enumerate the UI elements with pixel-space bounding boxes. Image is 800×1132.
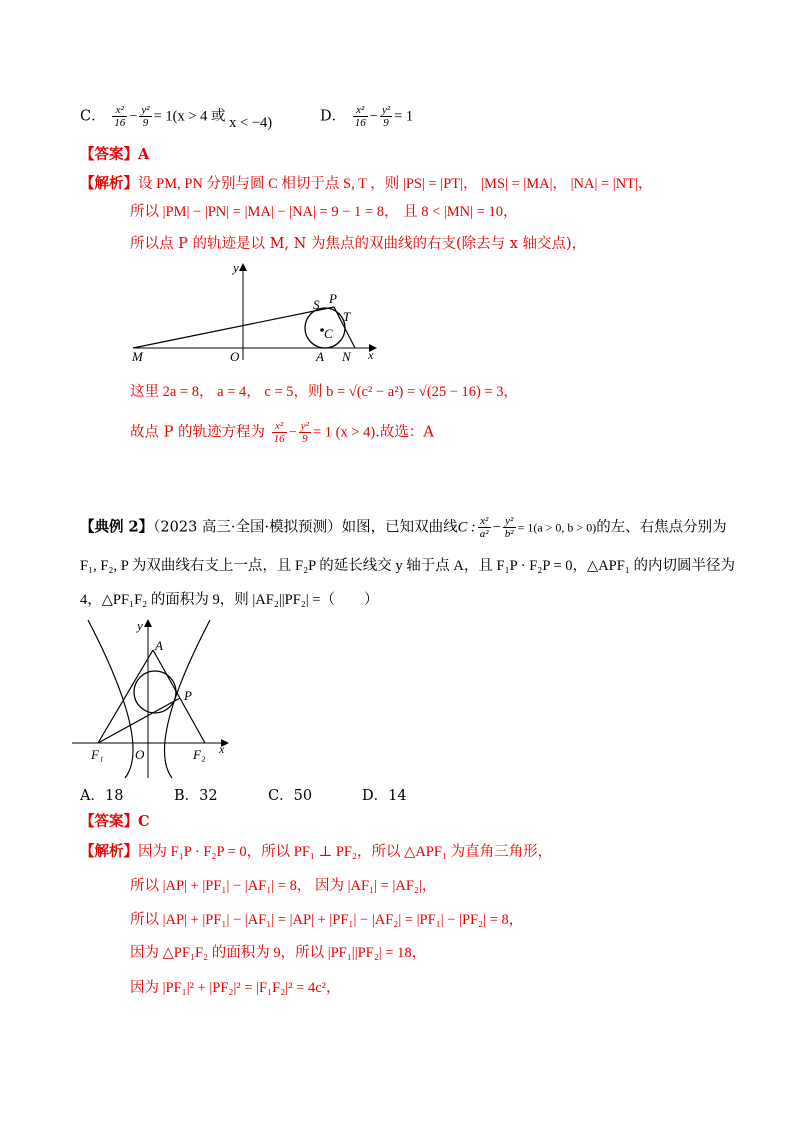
fraction: $\frac{\text{y²}}{9}$ <box>141 104 150 129</box>
fraction: $\frac{\text{y²}}{\text{b²}}$ <box>504 515 514 540</box>
label-x: x <box>219 742 225 756</box>
label-p: P <box>184 688 192 703</box>
label-m: M <box>132 349 143 364</box>
answer-2: 【答案】C <box>80 813 150 830</box>
label-x: x <box>368 348 374 362</box>
analysis-2-line3: 所以 |AP| + |PF₁| − |AF₁| = |AP| + |PF₁| − |AF₂| = |PF₁| − |PF₂| = 8， <box>130 912 524 928</box>
label-y: y <box>233 260 239 275</box>
line-pm <box>133 307 334 348</box>
incircle <box>134 671 176 713</box>
analysis-2-line2: 所以 |AP| + |PF₁| − |AF₁| = 8， 因为 |AF₁| = |AF₂|， <box>130 878 437 894</box>
fraction: $\frac{\text{y²}}{9}$ <box>300 420 309 445</box>
analysis-2-line1: 【解析】因为 F₁P · F₂P = 0，所以 PF₁ ⊥ PF₂，所以 △APF₁ 为直角三角形， <box>80 843 553 860</box>
example-2-line3: 4，△PF₁F₂ 的面积为 9，则 |AF₂||PF₂| =（ ） <box>80 592 379 608</box>
answer-1: 【答案】A <box>80 146 150 163</box>
label-f1: F₁ <box>91 747 104 762</box>
label-o: O <box>135 747 145 762</box>
label-o: O <box>230 349 240 364</box>
fraction: $\frac{\text{x²}}{16}$ <box>273 420 285 445</box>
fraction: $\frac{\text{x²}}{\text{a²}}$ <box>479 515 489 540</box>
label-p: P <box>329 291 337 306</box>
fraction: $\frac{\text{x²}}{16}$ <box>114 104 126 129</box>
label-f2: F₂ <box>193 747 206 762</box>
label-a: A <box>155 638 163 653</box>
line-af1 <box>98 650 153 743</box>
choice-a: A．18 <box>80 788 124 804</box>
example-2-line2: F₁, F₂, P 为双曲线右支上一点，且 F₂P 的延长线交 y 轴于点 A，且 F₁P · F₂P = 0，△APF₁ 的内切圆半径为 <box>80 558 735 574</box>
choice-b: B．32 <box>174 788 218 804</box>
label-y: y <box>137 618 143 633</box>
analysis-1-line1: 【解析】设 PM, PN 分别与圆 C 相切于点 S, T ，则 |PS| = |PT|， |MS| = |MA|， |NA| = |NT|， <box>80 175 653 192</box>
line-af2 <box>153 650 205 743</box>
option-d: D． $\frac{\text{x²}}{16}$ − $\frac{\text{y²}}{9}$ = 1 <box>320 104 414 129</box>
option-c: C． $\frac{\text{x²}}{16}$ − $\frac{\text{y²}}{9}$ = 1(x > 4 或 x < −4) <box>80 104 273 131</box>
fraction: $\frac{\text{x²}}{16}$ <box>354 104 366 129</box>
fraction: $\frac{\text{y²}}{9}$ <box>381 104 391 129</box>
choice-c: C．50 <box>268 788 313 804</box>
analysis-2-line4: 因为 △PF₁F₂ 的面积为 9，所以 |PF₁||PF₂| = 18， <box>130 945 427 961</box>
analysis-1-line4: 这里 2a = 8， a = 4， c = 5，则 b = √(c² − a²) = √(25 − 16) = 3， <box>130 384 519 400</box>
label-a: A <box>316 349 324 364</box>
label-t: T <box>343 309 351 324</box>
choice-d: D．14 <box>362 788 407 804</box>
analysis-1-line5: 故点 P 的轨迹方程为 $\frac{\text{x²}}{16}$ − $\frac{\text{y²}}{9}$ = 1 (x > 4).故选：A <box>130 420 434 445</box>
analysis-2-line5: 因为 |PF₁|² + |PF₂|² = |F₁F₂|² = 4c²， <box>130 980 341 996</box>
label-c: C <box>324 326 333 341</box>
label-n: N <box>342 349 351 364</box>
analysis-1-line2: 所以 |PM| − |PN| = |MA| − |NA| = 9 − 1 = 8， 且 8 < |MN| = 10， <box>130 204 518 220</box>
figure-2-diagram <box>70 615 240 785</box>
figure-1-diagram <box>125 258 385 366</box>
analysis-1-line3: 所以点 P 的轨迹是以 M, N 为焦点的双曲线的右支(除去与 x 轴交点)， <box>130 236 587 252</box>
label-s: S <box>313 297 320 312</box>
example-2-line1: 【典例 2】（2023 高三·全国·模拟预测）如图，已知双曲线C : $\frac{\text{x²}}{\text{a²}}$ − $\frac{\text{y²}}{\text{b²}}$ = 1(a > 0, b > 0)的左、右焦点分别为 <box>80 515 727 540</box>
